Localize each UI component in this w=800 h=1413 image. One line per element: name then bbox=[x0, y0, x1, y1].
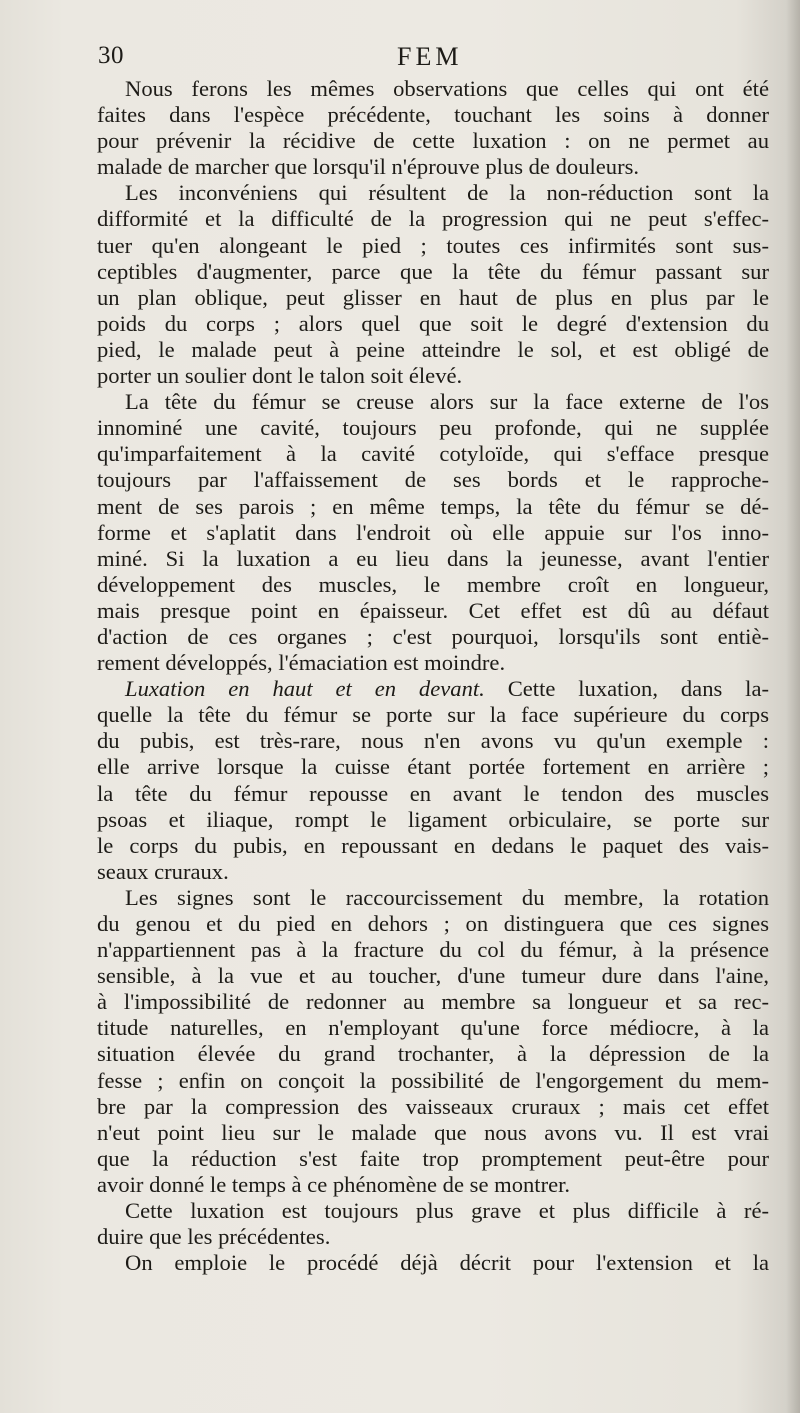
text-line: La tête du fémur se creuse alors sur la face externe de l'os bbox=[125, 389, 769, 415]
text-line: mais presque point en épaisseur. Cet effet est dû au défaut bbox=[97, 597, 769, 623]
text-line: ment de ses parois ; en même temps, la tête du fémur se dé- bbox=[97, 493, 769, 519]
text-line: On emploie le procédé déjà décrit pour l'extension et la bbox=[125, 1250, 769, 1276]
text-line: rement développés, l'émaciation est moindre. bbox=[97, 650, 506, 676]
text-line: pied, le malade peut à peine atteindre le sol, et est obligé de bbox=[97, 336, 769, 362]
text-line: bre par la compression des vaisseaux cruraux ; mais cet effet bbox=[97, 1093, 769, 1119]
text-line: toujours par l'affaissement de ses bords et le rapproche- bbox=[97, 467, 769, 493]
text-line: pour prévenir la récidive de cette luxation : on ne permet au bbox=[97, 128, 769, 154]
text-line: miné. Si la luxation a eu lieu dans la jeunesse, avant l'entier bbox=[97, 545, 769, 571]
text-line: forme et s'aplatit dans l'endroit où elle appuie sur l'os inno- bbox=[97, 519, 769, 545]
text-line: titude naturelles, en n'employant qu'une force médiocre, à la bbox=[97, 1015, 769, 1041]
body-text bbox=[97, 76, 769, 1276]
text-line: que la réduction s'est faite trop promptement peut-être pour bbox=[97, 1145, 769, 1171]
text-line: quelle la tête du fémur se porte sur la face supérieure du corps bbox=[97, 702, 769, 728]
text-line: duire que les précédentes. bbox=[97, 1224, 331, 1250]
page-edge-shadow bbox=[786, 0, 800, 1413]
text-line: d'action de ces organes ; c'est pourquoi, lorsqu'ils sont entiè- bbox=[97, 623, 769, 649]
text-line: situation élevée du grand trochanter, à la dépression de la bbox=[97, 1041, 769, 1067]
page-number: 30 bbox=[98, 42, 124, 69]
section-heading: Luxation en haut et en devant. bbox=[125, 676, 485, 702]
text-line: ceptibles d'augmenter, parce que la tête du fémur passant sur bbox=[97, 258, 769, 284]
text-line: poids du corps ; alors quel que soit le degré d'extension du bbox=[97, 310, 769, 336]
text-line: Les inconvéniens qui résultent de la non-réduction sont la bbox=[125, 180, 769, 206]
page-header bbox=[0, 42, 800, 76]
text-line: n'appartiennent pas à la fracture du col du fémur, à la présence bbox=[97, 937, 769, 963]
text-line: à l'impossibilité de redonner au membre sa longueur et sa rec- bbox=[97, 989, 769, 1015]
text-line: tuer qu'en alongeant le pied ; toutes ces infirmités sont sus- bbox=[97, 232, 769, 258]
section-line bbox=[97, 676, 769, 702]
text-line: fesse ; enfin on conçoit la possibilité de l'engorgement du mem- bbox=[97, 1067, 769, 1093]
text-fragment: Cette luxation, dans la- bbox=[507, 676, 769, 702]
text-line: Les signes sont le raccourcissement du membre, la rotation bbox=[125, 884, 769, 910]
text-line: développement des muscles, le membre croît en longueur, bbox=[97, 571, 769, 597]
text-line: Cette luxation est toujours plus grave et plus difficile à ré- bbox=[125, 1198, 769, 1224]
text-line: un plan oblique, peut glisser en haut de plus en plus par le bbox=[97, 284, 769, 310]
text-line: porter un soulier dont le talon soit élevé. bbox=[97, 363, 463, 389]
text-line: seaux cruraux. bbox=[97, 858, 229, 884]
text-line: elle arrive lorsque la cuisse étant portée fortement en arrière ; bbox=[97, 754, 769, 780]
text-line: qu'imparfaitement à la cavité cotyloïde, qui s'efface presque bbox=[97, 441, 769, 467]
text-line: avoir donné le temps à ce phénomène de se montrer. bbox=[97, 1171, 571, 1197]
text-line: faites dans l'espèce précédente, touchant les soins à donner bbox=[97, 102, 769, 128]
text-line: psoas et iliaque, rompt le ligament orbiculaire, se porte sur bbox=[97, 806, 769, 832]
text-line: malade de marcher que lorsqu'il n'éprouve plus de douleurs. bbox=[97, 154, 640, 180]
text-line: n'eut point lieu sur le malade que nous avons vu. Il est vrai bbox=[97, 1119, 769, 1145]
text-line: sensible, à la vue et au toucher, d'une tumeur dure dans l'aine, bbox=[97, 963, 769, 989]
running-head: FEM bbox=[397, 42, 463, 71]
text-line: difformité et la difficulté de la progression qui ne peut s'effec- bbox=[97, 206, 769, 232]
text-line: Nous ferons les mêmes observations que celles qui ont été bbox=[125, 76, 769, 101]
text-line: innominé une cavité, toujours peu profonde, qui ne supplée bbox=[97, 415, 769, 441]
text-line: du genou et du pied en dehors ; on distinguera que ces signes bbox=[97, 911, 769, 936]
text-line: du pubis, est très-rare, nous n'en avons vu qu'un exemple : bbox=[97, 728, 769, 754]
text-line: la tête du fémur repousse en avant le tendon des muscles bbox=[97, 780, 769, 806]
text-line: le corps du pubis, en repoussant en dedans le paquet des vais- bbox=[97, 832, 769, 858]
